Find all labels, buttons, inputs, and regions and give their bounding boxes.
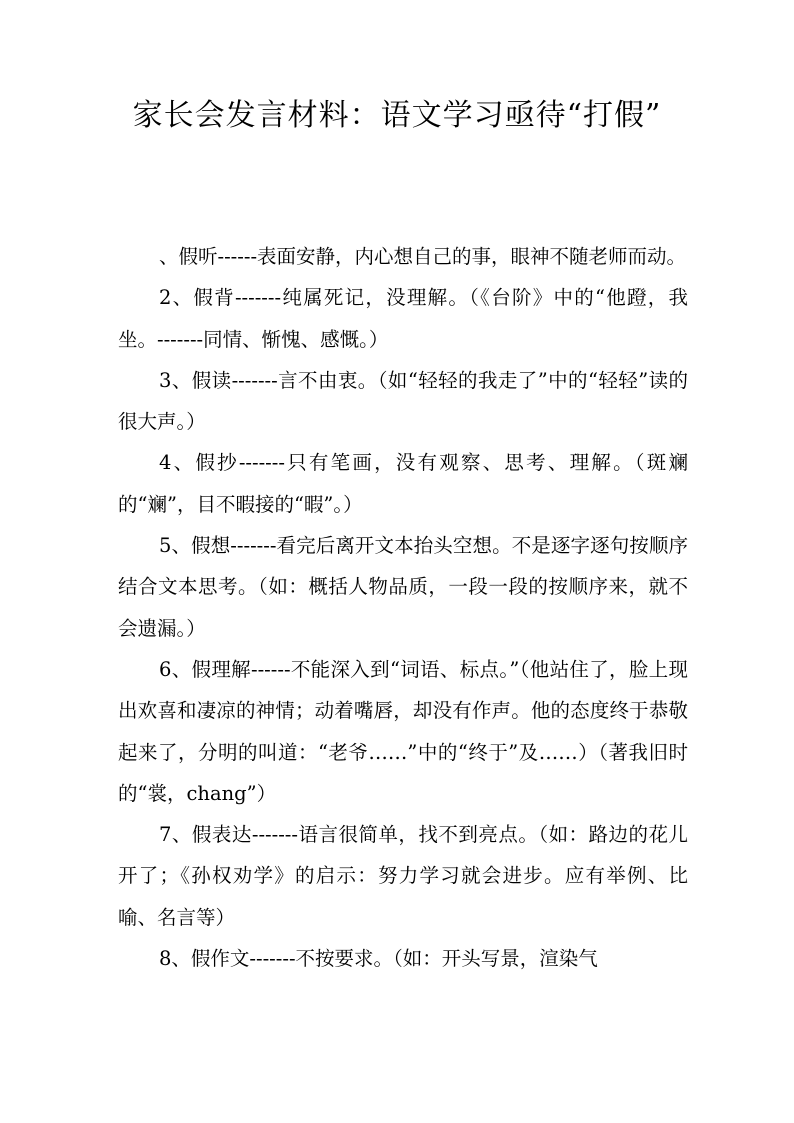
paragraph-fake-thinking: 5、假想-------看完后离开文本抬头空想。不是逐字逐句按顺序结合文本思考。（如：概括人物品质，一段一段的按顺序来，就不会遗漏。） [118, 534, 688, 640]
paragraph-fake-reciting: 2、假背-------纯属死记，没理解。（《台阶》中的“他蹬，我坐。-------同情、惭愧、感慨。） [118, 286, 688, 351]
paragraph-fake-copying: 4、假抄-------只有笔画，没有观察、思考、理解。（斑斓的“斓”，目不暇接的“暇”。） [118, 451, 688, 516]
paragraph-fake-listening: 、假听------表面安静，内心想自己的事，眼神不随老师而动。 [159, 245, 687, 268]
paragraph-fake-understanding: 6、假理解------不能深入到“词语、标点。”（他站住了，脸上现出欢喜和凄凉的神情；动着嘴唇，却没有作声。他的态度终于恭敬起来了，分明的叫道：“老爷……”中的“终于”及……）（著我旧时的“裳，chang”） [118, 657, 688, 805]
paragraph-fake-composition: 8、假作文-------不按要求。（如：开头写景，渲染气 [159, 947, 598, 971]
document-title: 家长会发言材料：语文学习亟待“打假” [132, 98, 662, 133]
paragraph-fake-expression: 7、假表达-------语言很简单，找不到亮点。（如：路边的花儿开了；《孙权劝学》的启示：努力学习就会进步。应有举例、比喻、名言等） [118, 823, 688, 929]
paragraph-fake-reading: 3、假读-------言不由衷。（如“轻轻的我走了”中的“轻轻”读的很大声。） [118, 368, 688, 434]
document-body [118, 236, 688, 979]
